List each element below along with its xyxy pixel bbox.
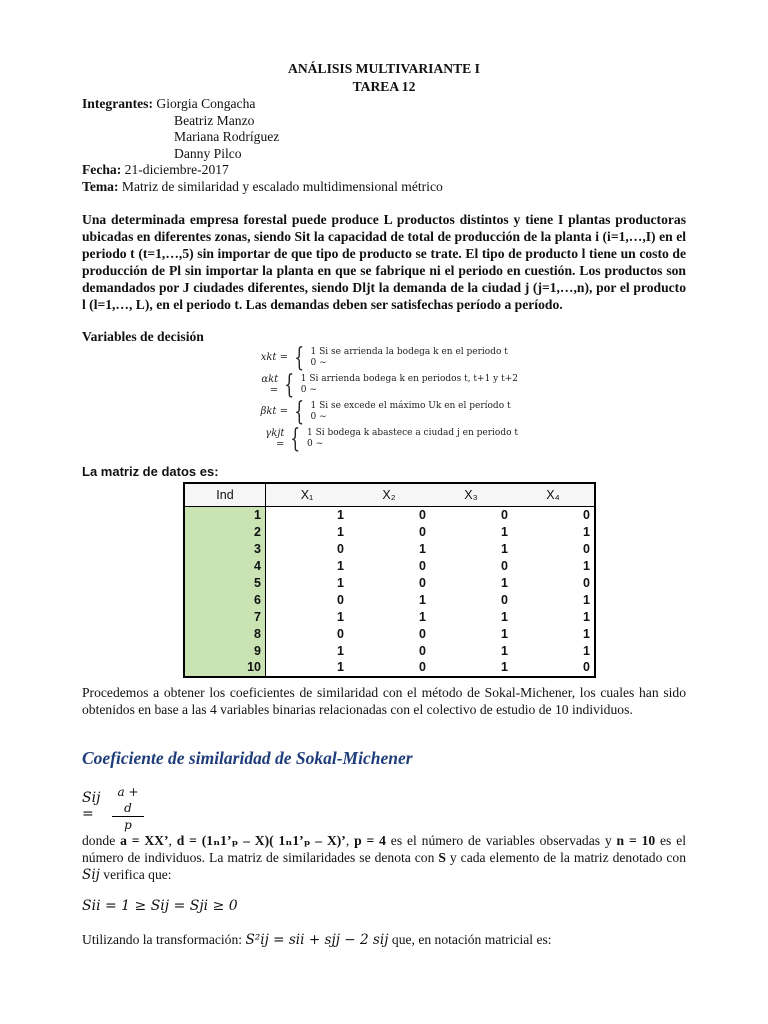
table-cell-ind: 8 (184, 625, 266, 642)
definitions-text-4: es el número de variables observadas y (385, 833, 617, 848)
table-cell-ind: 1 (184, 507, 266, 524)
definitions-text-6: y cada elemento de la matriz denotado con (445, 850, 686, 865)
equation-alpha (258, 371, 518, 398)
definitions-p: p = 4 (354, 833, 386, 848)
equation-x-case-0: 0 ∼ (310, 357, 327, 368)
topic-label: Tema: (82, 179, 119, 194)
document-title: ANÁLISIS MULTIVARIANTE I (288, 61, 480, 76)
table-cell-value: 0 (419, 508, 426, 523)
equation-beta-case-1: 1 Si se excede el máximo Uk en el período t (310, 400, 511, 411)
table-cell-value: 1 (512, 625, 595, 642)
table-cell-value: 0 (501, 508, 508, 523)
brace-glyph: { (290, 423, 301, 454)
equation-beta-symbol: βkt = (260, 406, 288, 417)
date-label: Fecha: (82, 162, 122, 177)
table-cell-value: 1 (419, 592, 426, 607)
definitions-text-1: donde (82, 833, 121, 848)
table-row (184, 642, 595, 659)
equation-beta-case-0: 0 ∼ (310, 411, 327, 422)
table-cell-value: 1 (501, 576, 508, 590)
member-1: Giorgia Congacha (156, 96, 256, 111)
definitions-a: a = XX’ (120, 833, 169, 848)
transformation-line (82, 932, 552, 948)
table-row (184, 507, 595, 524)
column-header-ind: Ind (184, 483, 266, 507)
date-line (82, 162, 229, 178)
column-header-x4: X₄ (512, 483, 595, 507)
table-cell-value: 1 (337, 508, 344, 523)
table-cell-value: 1 (337, 559, 344, 574)
column-header-x3: X₃ (430, 483, 512, 507)
table-cell-value: 1 (512, 524, 595, 541)
table-cell-value: 0 (348, 659, 430, 677)
table-row (184, 541, 595, 558)
transformation-formula: S²ij = sii + sjj − 2 sij (245, 932, 389, 948)
brace-glyph: { (294, 396, 305, 427)
brace-glyph: { (284, 369, 295, 400)
table-cell-value: 1 (512, 591, 595, 608)
table-cell-value: 0 (337, 626, 344, 641)
table-cell-value: 0 (512, 659, 595, 677)
table-cell-ind: 6 (184, 591, 266, 608)
table-row (184, 659, 595, 677)
table-row (184, 608, 595, 625)
equation-alpha-case-0: 0 ∼ (300, 384, 317, 395)
sij-denominator: p (124, 818, 132, 832)
equation-alpha-case-1: 1 Si arrienda bodega k en periodos t, t+1 y t+2 (300, 373, 518, 384)
table-cell-value: 0 (512, 507, 595, 524)
definitions-text-3: , (345, 833, 355, 848)
definitions-s: S (438, 850, 446, 865)
table-cell-value: 0 (419, 643, 426, 658)
table-row (184, 591, 595, 608)
table-cell-ind: 10 (184, 659, 266, 677)
table-cell-value: 1 (512, 558, 595, 575)
column-header-x1: X₁ (266, 483, 349, 507)
definitions-d: d = (1ₙ1’ₚ – X)( 1ₙ1’ₚ – X)’ (176, 833, 346, 848)
transformation-text-1: Utilizando la transformación: (82, 932, 243, 947)
members-label: Integrantes: (82, 96, 153, 111)
equation-gamma (258, 425, 518, 452)
table-cell-value: 1 (430, 659, 512, 677)
table-cell-value: 1 (266, 659, 349, 677)
table-cell-value: 1 (337, 609, 344, 624)
equation-gamma-case-1: 1 Si bodega k abastece a ciudad j en periodo t (306, 427, 518, 438)
topic-line (82, 179, 443, 195)
transformation-text-2: que, en notación matricial es: (391, 932, 552, 947)
table-row (184, 575, 595, 592)
table-cell-value: 1 (501, 609, 508, 624)
problem-statement: Una determinada empresa forestal puede produce L productos distintos y tiene I plantas productoras ubicadas en diferentes zonas, siendo Sit la capacidad de total de producción de la planta i (i=1,…,I) en el periodo t (t=1,…,5) sin importar de que tipo de producto se trate. El tipo de producto l tiene un costo de producción de Pl sin importar la planta en que se fabrique ni el periodo en cuestión. Los productos son demandados por J ciudades diferentes, siendo Dljt la demanda de la ciudad j (j=1,…,n), por el producto l (l=1,…, L), en el periodo t. Las demandas deben ser satisfechas período a período. (82, 212, 686, 312)
member-2: Beatriz Manzo (174, 113, 255, 128)
members-line (82, 96, 255, 112)
table-cell-value: 1 (337, 576, 344, 590)
table-cell-value: 1 (501, 626, 508, 641)
definitions-n: n = 10 (616, 833, 656, 848)
table-cell-value: 1 (501, 542, 508, 557)
table-cell-value: 1 (512, 608, 595, 625)
definitions-text-2: , (168, 833, 177, 848)
decision-variables-equations (258, 344, 518, 452)
procedure-paragraph: Procedemos a obtener los coeficientes de similaridad con el método de Sokal-Michener, los cuales han sido obtenidos en base a las 4 variables binarias relacionadas con el colectivo de estudio de 10 individuos. (82, 685, 686, 717)
table-cell-value: 1 (512, 642, 595, 659)
column-header-x2: X₂ (348, 483, 430, 507)
equation-beta (258, 398, 518, 425)
table-cell-value: 0 (419, 576, 426, 590)
table-cell-value: 0 (512, 541, 595, 558)
table-cell-value: 0 (419, 626, 426, 641)
table-cell-value: 1 (337, 643, 344, 658)
data-matrix-table (183, 482, 596, 678)
document-subtitle: TAREA 12 (352, 79, 416, 94)
decision-variables-heading: Variables de decisión (82, 329, 204, 344)
table-cell-ind: 4 (184, 558, 266, 575)
equation-x-symbol: xkt = (260, 352, 288, 363)
table-row (184, 625, 595, 642)
section-heading: Coeficiente de similaridad de Sokal-Michener (82, 748, 413, 768)
equation-gamma-case-0: 0 ∼ (306, 438, 324, 449)
equation-x-case-1: 1 Si se arrienda la bodega k en el periodo t (310, 346, 508, 357)
table-cell-value: 0 (337, 592, 344, 607)
table-cell-value: 1 (337, 525, 344, 540)
definitions-paragraph (82, 832, 686, 884)
table-cell-value: 0 (337, 542, 344, 557)
date-value: 21-diciembre-2017 (124, 162, 229, 177)
table-cell-value: 0 (501, 559, 508, 574)
table-cell-value: 1 (419, 542, 426, 557)
sij-numerator: a + d (112, 784, 144, 817)
table-cell-value: 1 (419, 609, 426, 624)
table-cell-ind: 2 (184, 524, 266, 541)
table-cell-ind: 9 (184, 642, 266, 659)
table-cell-value: 0 (419, 525, 426, 540)
table-row (184, 524, 595, 541)
definitions-text-7: verifica que: (99, 867, 172, 882)
member-4: Danny Pilco (174, 146, 242, 161)
definitions-text-5: es el número de individuos. La matriz de similaridades se denota con (82, 833, 687, 865)
member-3: Mariana Rodríguez (174, 129, 280, 144)
equation-alpha-symbol: αkt = (261, 373, 279, 396)
table-cell-value: 1 (501, 525, 508, 540)
table-body (184, 507, 595, 677)
table-cell-ind: 3 (184, 541, 266, 558)
table-cell-value: 0 (512, 575, 595, 592)
definitions-sij: Sij (82, 867, 100, 883)
table-cell-value: 0 (501, 592, 508, 607)
data-matrix-heading: La matriz de datos es: (82, 464, 219, 479)
table-cell-ind: 7 (184, 608, 266, 625)
equation-x (258, 344, 518, 371)
table-cell-ind: 5 (184, 575, 266, 592)
table-row (184, 558, 595, 575)
table-cell-value: 0 (419, 559, 426, 574)
table-cell-value: 1 (501, 643, 508, 658)
topic-value: Matriz de similaridad y escalado multidimensional métrico (121, 179, 443, 194)
sij-lhs: Sij = (82, 790, 101, 822)
table-header-row (184, 483, 595, 507)
brace-glyph: { (294, 342, 305, 373)
equation-gamma-symbol: γkjt = (265, 427, 285, 450)
sii-inequality: Sii = 1 ≥ Sij = Sji ≥ 0 (82, 898, 238, 914)
